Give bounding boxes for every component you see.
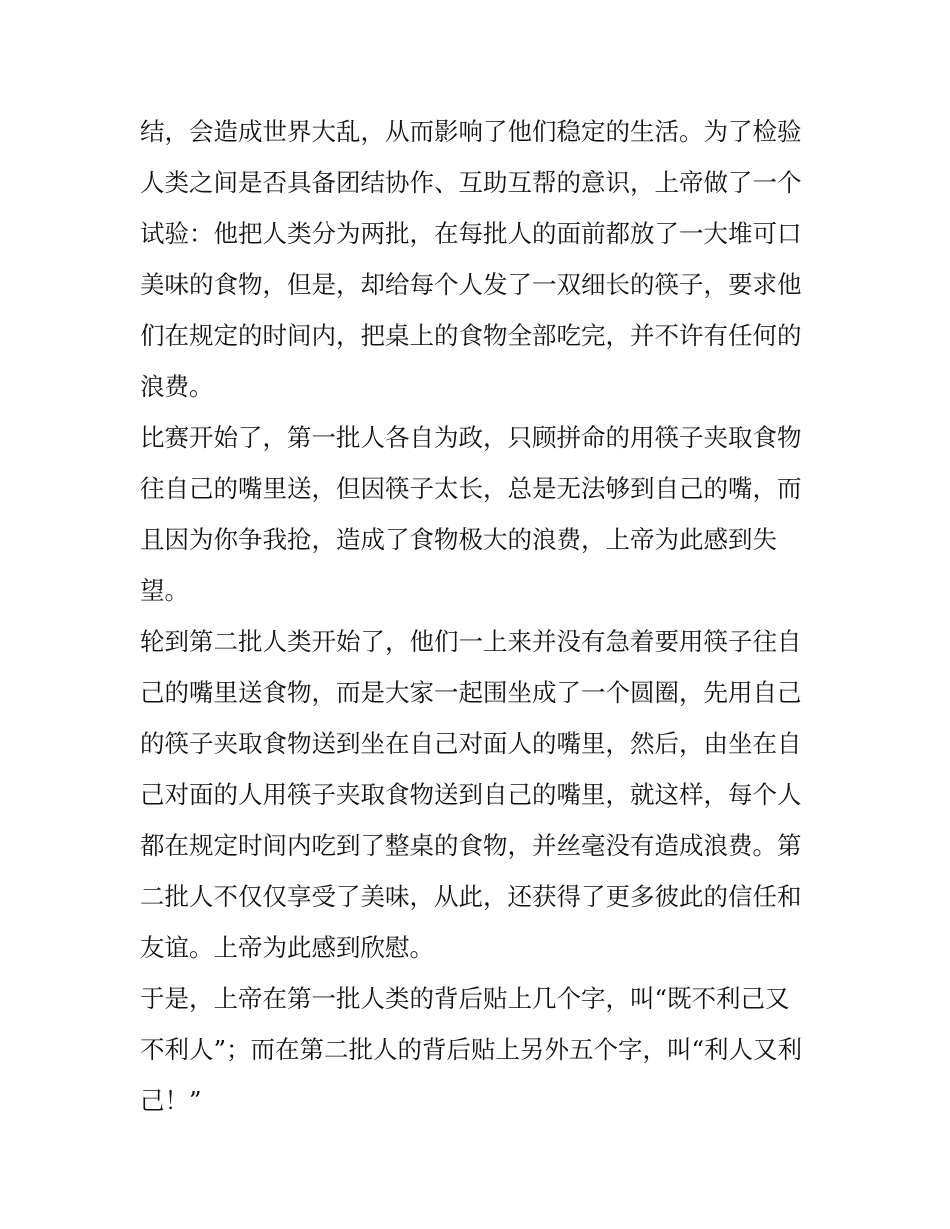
text-line: 己！” <box>140 1086 202 1115</box>
text-line: 轮到第二批人类开始了，他们一上来并没有急着要用筷子往自 <box>140 627 802 656</box>
text-line: 们在规定的时间内，把桌上的食物全部吃完，并不许有任何的 <box>140 321 802 350</box>
text-line: 结，会造成世界大乱，从而影响了他们稳定的生活。为了检验 <box>140 117 802 146</box>
text-line: 望。 <box>140 576 189 605</box>
text-line: 往自己的嘴里送，但因筷子太长，总是无法够到自己的嘴，而 <box>140 474 802 503</box>
text-line: 比赛开始了，第一批人各自为政，只顾拼命的用筷子夹取食物 <box>140 423 802 452</box>
text-line: 不利人”；而在第二批人的背后贴上另外五个字，叫“利人又利 <box>140 1035 803 1064</box>
text-line: 美味的食物，但是，却给每个人发了一双细长的筷子，要求他 <box>140 270 802 299</box>
text-line: 于是，上帝在第一批人类的背后贴上几个字，叫“既不利己又 <box>140 984 790 1013</box>
text-line: 己对面的人用筷子夹取食物送到自己的嘴里，就这样，每个人 <box>140 780 802 809</box>
text-line: 的筷子夹取食物送到坐在自己对面人的嘴里，然后，由坐在自 <box>140 729 802 758</box>
text-line: 二批人不仅仅享受了美味，从此，还获得了更多彼此的信任和 <box>140 882 802 911</box>
text-line: 人类之间是否具备团结协作、互助互帮的意识，上帝做了一个 <box>140 168 802 197</box>
text-line: 试验：他把人类分为两批，在每批人的面前都放了一大堆可口 <box>140 219 802 248</box>
body-text <box>140 106 820 1126</box>
text-line: 己的嘴里送食物，而是大家一起围坐成了一个圆圈，先用自己 <box>140 678 802 707</box>
text-line: 浪费。 <box>140 372 214 401</box>
text-line: 都在规定时间内吃到了整桌的食物，并丝毫没有造成浪费。第 <box>140 831 802 860</box>
text-line: 友谊。上帝为此感到欣慰。 <box>140 933 434 962</box>
text-line: 且因为你争我抢，造成了食物极大的浪费，上帝为此感到失 <box>140 525 777 554</box>
